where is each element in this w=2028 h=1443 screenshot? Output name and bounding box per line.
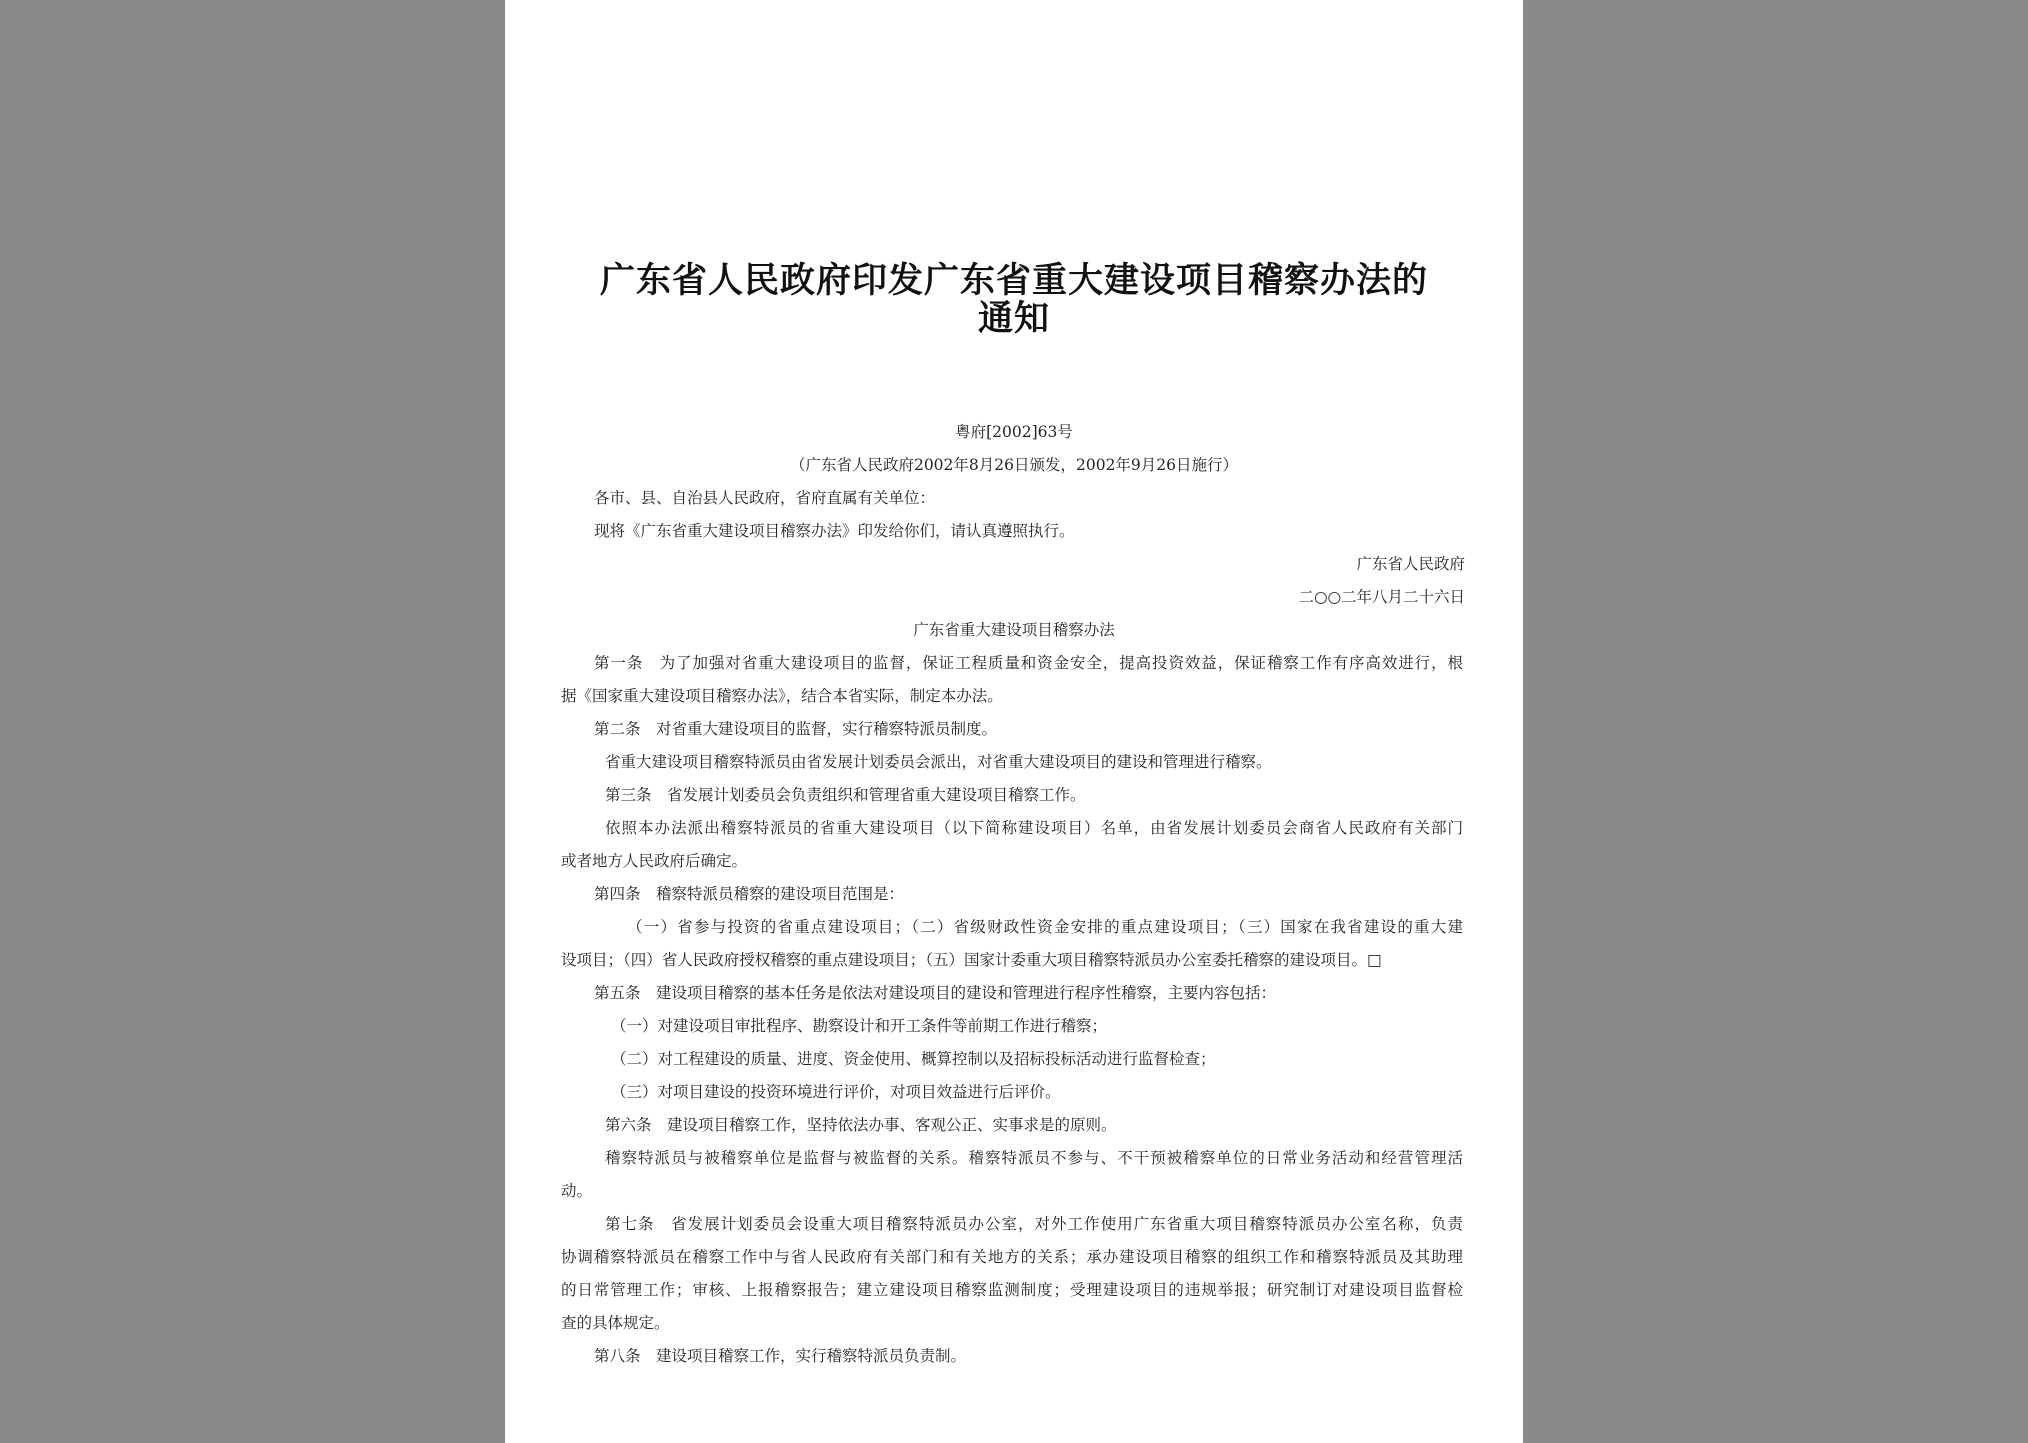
title-line-1: 广东省人民政府印发广东省重大建设项目稽察办法的 — [599, 260, 1428, 301]
title-line-2: 通知 — [977, 298, 1050, 339]
notice-text: 现将《广东省重大建设项目稽察办法》印发给你们，请认真遵照执行。 — [594, 522, 1075, 540]
body-line: 依照本办法派出稽察特派员的省重大建设项目（以下简称建设项目）名单，由省发展计划委员会商省人民政府有关部门 — [605, 819, 1463, 837]
body-line: 第一条 为了加强对省重大建设项目的监督，保证工程质量和资金安全，提高投资效益，保证稽察工作有序高效进行，根 — [594, 654, 1463, 672]
body-line: 第八条 建设项目稽察工作，实行稽察特派员负责制。 — [594, 1347, 967, 1365]
body-line: 查的具体规定。 — [561, 1314, 670, 1332]
body-line: 第四条 稽察特派员稽察的建设项目范围是： — [594, 885, 905, 903]
document-title — [505, 262, 1523, 338]
body-line: 第六条 建设项目稽察工作，坚持依法办事、客观公正、实事求是的原则。 — [605, 1116, 1117, 1134]
issue-date: 二○○二年八月二十六日 — [1298, 588, 1465, 606]
issue-info: （广东省人民政府2002年8月26日颁发，2002年9月26日施行） — [789, 456, 1239, 474]
body-line: 稽察特派员与被稽察单位是监督与被监督的关系。稽察特派员不参与、不干预被稽察单位的日常业务活动和经营管理活 — [605, 1149, 1463, 1167]
body-line: 协调稽察特派员在稽察工作中与省人民政府有关部门和有关地方的关系；承办建设项目稽察的组织工作和稽察特派员及其助理 — [561, 1248, 1463, 1266]
body-line: （二）对工程建设的质量、进度、资金使用、概算控制以及招标投标活动进行监督检查； — [611, 1050, 1216, 1068]
addressee: 各市、县、自治县人民政府，省府直属有关单位： — [594, 489, 936, 507]
document-page — [505, 0, 1523, 1443]
body-line: 或者地方人民政府后确定。 — [561, 852, 748, 870]
body-line: 第七条 省发展计划委员会设重大项目稽察特派员办公室，对外工作使用广东省重大项目稽察特派员办公室名称，负责 — [605, 1215, 1463, 1233]
doc-number: 粤府[2002]63号 — [955, 423, 1073, 441]
issuer: 广东省人民政府 — [1356, 555, 1465, 573]
body-line: 设项目；（四）省人民政府授权稽察的重点建设项目；（五）国家计委重大项目稽察特派员办公室委托稽察的建设项目。□ — [561, 951, 1382, 969]
body-line: 省重大建设项目稽察特派员由省发展计划委员会派出，对省重大建设项目的建设和管理进行稽察。 — [605, 753, 1272, 771]
body-line: （一）对建设项目审批程序、勘察设计和开工条件等前期工作进行稽察； — [611, 1017, 1108, 1035]
body-line: （三）对项目建设的投资环境进行评价，对项目效益进行后评价。 — [611, 1083, 1061, 1101]
body-line: 第五条 建设项目稽察的基本任务是依法对建设项目的建设和管理进行程序性稽察，主要内容包括： — [594, 984, 1277, 1002]
measures-title: 广东省重大建设项目稽察办法 — [913, 621, 1115, 639]
body-line: （一）省参与投资的省重点建设项目；（二）省级财政性资金安排的重点建设项目；（三）国家在我省建设的重大建 — [627, 918, 1463, 936]
body-line: 据《国家重大建设项目稽察办法》，结合本省实际，制定本办法。 — [561, 687, 1003, 705]
body-line: 动。 — [561, 1182, 593, 1200]
body-line: 第三条 省发展计划委员会负责组织和管理省重大建设项目稽察工作。 — [605, 786, 1086, 804]
body-line: 的日常管理工作；审核、上报稽察报告；建立建设项目稽察监测制度；受理建设项目的违规举报；研究制订对建设项目监督检 — [561, 1281, 1463, 1299]
body-line: 第二条 对省重大建设项目的监督，实行稽察特派员制度。 — [594, 720, 998, 738]
